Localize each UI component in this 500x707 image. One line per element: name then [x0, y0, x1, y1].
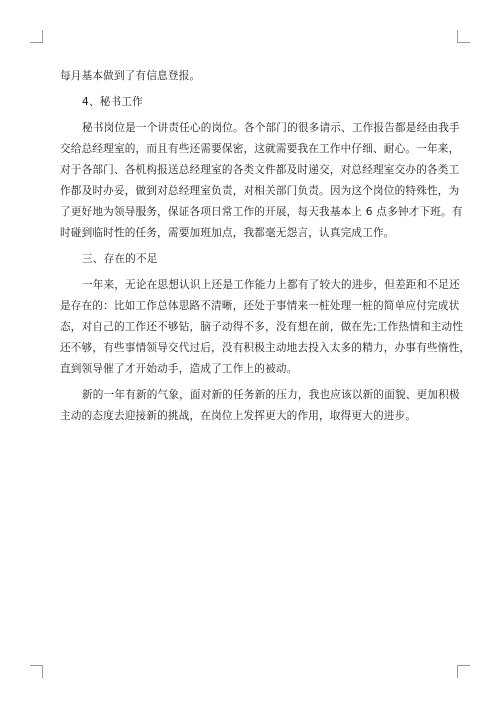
paragraph-line: 还不够，有些事情领导交代过后，没有积极主动地去投入太多的精力，办事有些惰性， — [60, 342, 471, 354]
paragraph-line: 作都及时办妥，做到对总经理室负责，对相关部门负责。因为这个岗位的特殊性，为 — [60, 185, 460, 197]
crop-mark-top-right — [457, 30, 470, 43]
paragraph-line: 主动的态度去迎接新的挑战，在岗位上发挥更大的作用，取得更大的进步。 — [60, 410, 417, 422]
paragraph-line: 秘书岗位是一个讲责任心的岗位。各个部门的很多请示、工作报告都是经由我手 — [82, 122, 460, 134]
intro-line: 每月基本做到了有信息登报。 — [60, 70, 201, 82]
paragraph-line: 态，对自己的工作还不够钻，脑子动得不多，没有想在前，做在先;工作热情和主动性 — [60, 321, 464, 333]
paragraph-line: 交给总经理室的，而且有些还需要保密，这就需要我在工作中仔细、耐心。一年来， — [60, 143, 460, 155]
crop-mark-bottom-left — [30, 665, 43, 678]
section-4-heading: 4、秘书工作 — [82, 96, 143, 108]
section-3-paragraph — [60, 275, 471, 380]
crop-mark-bottom-right — [457, 665, 470, 678]
paragraph-line: 对于各部门、各机构报送总经理室的各类文件都及时递交，对总经理室交办的各类工 — [60, 164, 460, 176]
paragraph-line: 了更好地为领导服务，保证各项日常工作的开展，每天我基本上 6 点多钟才下班。有 — [60, 206, 463, 218]
closing-paragraph — [60, 385, 460, 427]
section-4-paragraph — [60, 118, 463, 244]
paragraph-line: 直到领导催了才开始动手，造成了工作上的被动。 — [60, 363, 298, 375]
paragraph-line: 时碰到临时性的任务，需要加班加点，我都毫无怨言，认真完成工作。 — [60, 227, 395, 239]
paragraph-line: 是存在的：比如工作总体思路不清晰，还处于事情来一桩处理一桩的简单应付完成状 — [60, 300, 460, 312]
paragraph-line: 一年来，无论在思想认识上还是工作能力上都有了较大的进步，但差距和不足还 — [82, 279, 460, 291]
paragraph-line: 新的一年有新的气象，面对新的任务新的压力，我也应该以新的面貌、更加积极 — [82, 389, 460, 401]
section-3-heading: 三、存在的不足 — [82, 253, 158, 265]
crop-mark-top-left — [30, 30, 43, 43]
document-body — [60, 66, 471, 427]
